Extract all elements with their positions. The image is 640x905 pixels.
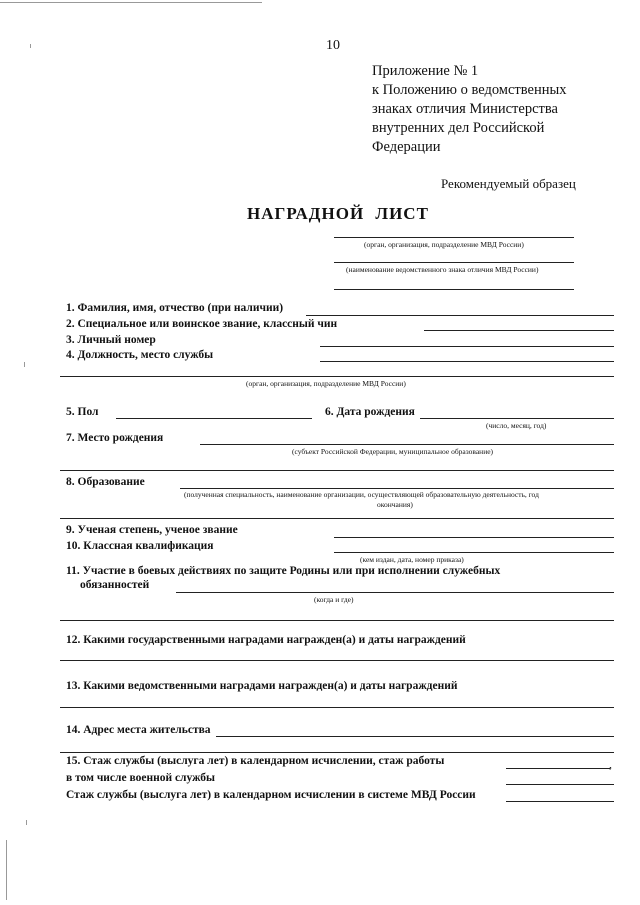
page-number: 10 <box>326 38 340 53</box>
scan-artifact-left-mark <box>24 362 25 367</box>
scan-artifact-left-mark <box>30 44 31 48</box>
field-combat-line-2[interactable] <box>60 620 614 621</box>
field-address-label: 14. Адрес места жительства <box>66 724 211 736</box>
field-military-service-line[interactable] <box>506 784 614 785</box>
appendix-line: Приложение № 1 <box>372 63 479 79</box>
organ-line-2 <box>334 262 574 263</box>
field-degree-label: 9. Ученая степень, ученое звание <box>66 524 238 536</box>
field-degree-line[interactable] <box>334 537 614 538</box>
appendix-block <box>372 62 566 157</box>
field-dept-awards-label: 13. Какими ведомственными наградами награжден(а) и даты награждений <box>66 680 458 692</box>
field-sex-line[interactable] <box>116 418 312 419</box>
field-combat-line[interactable] <box>176 592 614 593</box>
field-service-length-label: 15. Стаж службы (выслуга лет) в календарном исчислении, стаж работы <box>66 755 445 767</box>
field-dept-awards-line[interactable] <box>60 707 614 708</box>
scan-artifact-top-line <box>0 2 262 3</box>
field-state-awards-line[interactable] <box>60 660 614 661</box>
where-caption: (когда и где) <box>314 595 354 604</box>
field-mvd-service-line[interactable] <box>506 801 614 802</box>
issued-caption: (кем издан, дата, номер приказа) <box>360 555 464 564</box>
award-name-line-2 <box>334 289 574 290</box>
field-position-line-2[interactable] <box>60 376 614 377</box>
recommended-sample-note: Рекомендуемый образец <box>441 176 576 191</box>
field-state-awards-label: 12. Какими государственными наградами награжден(а) и даты награждений <box>66 634 466 646</box>
field-position-label: 4. Должность, место службы <box>66 349 214 361</box>
field-rank-label: 2. Специальное или воинское звание, классный чин <box>66 318 338 330</box>
organ-caption: (орган, организация, подразделение МВД России) <box>364 240 524 249</box>
document-title: НАГРАДНОЙ ЛИСТ <box>247 204 429 223</box>
appendix-line: знаках отличия Министерства <box>372 101 558 117</box>
field-address-line[interactable] <box>216 736 614 737</box>
field-education-line[interactable] <box>180 488 614 489</box>
scan-artifact-left-edge <box>6 840 7 900</box>
field-military-service-label: в том числе военной службы <box>66 772 216 784</box>
field-birth-place-line[interactable] <box>200 444 614 445</box>
field-birth-date-line[interactable] <box>420 418 614 419</box>
field-birth-place-line-2[interactable] <box>60 470 614 471</box>
field-full-name-label: 1. Фамилия, имя, отчество (при наличии) <box>66 302 284 314</box>
appendix-line: к Положению о ведомственных <box>372 82 567 98</box>
appendix-line: Федерации <box>372 139 441 155</box>
subject-caption: (субъект Российской Федерации, муниципальное образование) <box>292 447 494 456</box>
field-qualification-line[interactable] <box>334 552 614 553</box>
field-full-name-line[interactable] <box>306 315 614 316</box>
field-rank-line[interactable] <box>424 330 614 331</box>
field-combat-label: 11. Участие в боевых действиях по защите Родины или при исполнении служебных <box>66 565 501 577</box>
field-mvd-service-label: Стаж службы (выслуга лет) в календарном исчислении в системе МВД России <box>66 789 476 801</box>
education-caption: окончания) <box>377 500 413 509</box>
field-qualification-label: 10. Классная квалификация <box>66 540 214 552</box>
field-personal-number-line[interactable] <box>320 346 614 347</box>
field-combat-label: обязанностей <box>80 579 150 591</box>
field-sex-label: 5. Пол <box>66 406 99 418</box>
field-personal-number-label: 3. Личный номер <box>66 334 156 346</box>
appendix-line: внутренних дел Российской <box>372 120 545 136</box>
field-address-line-2[interactable] <box>60 752 614 753</box>
award-name-caption: (наименование ведомственного знака отличия МВД России) <box>346 265 539 274</box>
service-length-comma: , <box>609 757 612 771</box>
field-education-line-2[interactable] <box>60 518 614 519</box>
field-position-line[interactable] <box>320 361 614 362</box>
field-birth-place-label: 7. Место рождения <box>66 432 164 444</box>
field-birth-date-label: 6. Дата рождения <box>325 406 415 418</box>
organ-line <box>334 237 574 238</box>
scan-artifact-left-mark <box>26 820 27 825</box>
education-caption: (полученная специальность, наименование организации, осуществляющей образовательную деятельность, год <box>184 490 539 499</box>
field-service-length-line[interactable] <box>506 768 610 769</box>
date-caption: (число, месяц, год) <box>486 421 547 430</box>
field-education-label: 8. Образование <box>66 476 145 488</box>
organ-caption-2: (орган, организация, подразделение МВД России) <box>246 379 406 388</box>
